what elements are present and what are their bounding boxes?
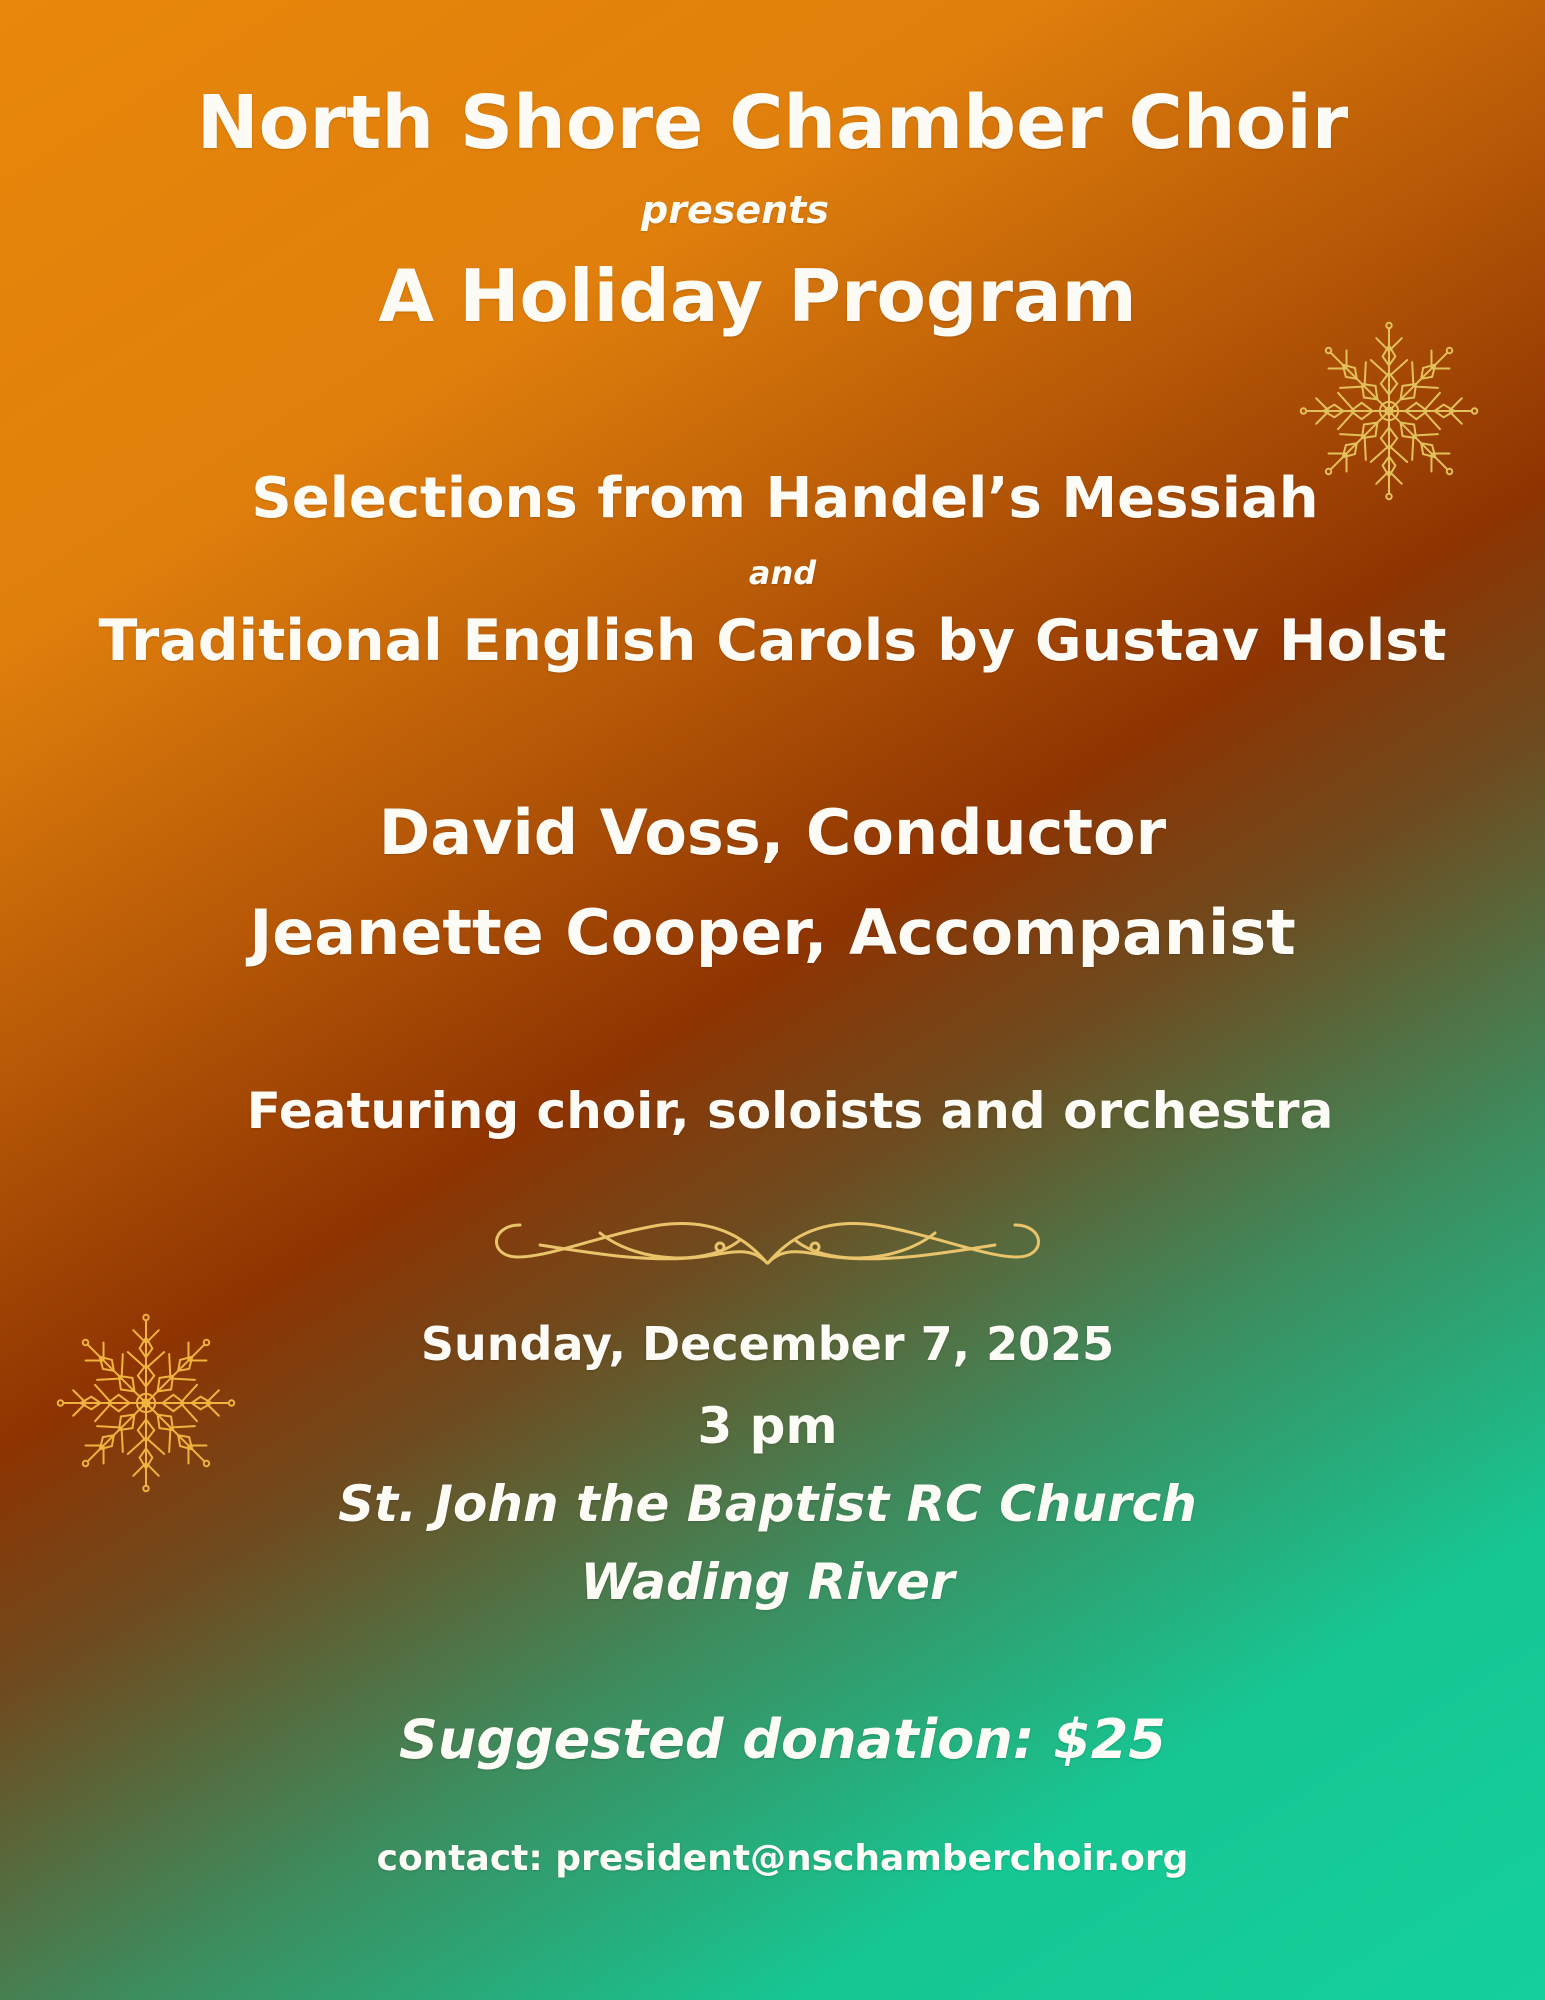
snowflake-icon xyxy=(55,1312,237,1494)
event-time: 3 pm xyxy=(697,1397,838,1455)
presents-text: presents xyxy=(641,188,829,232)
choir-title: North Shore Chamber Choir xyxy=(196,80,1349,166)
event-town: Wading River xyxy=(580,1553,955,1611)
event-venue: St. John the Baptist RC Church xyxy=(338,1475,1197,1533)
conjunction-text: and xyxy=(748,554,817,592)
carols-selection: Traditional English Carols by Gustav Holst xyxy=(98,608,1447,674)
event-date: Sunday, December 7, 2025 xyxy=(420,1317,1115,1371)
accompanist-credit: Jeanette Cooper, Accompanist xyxy=(249,896,1296,969)
program-title: A Holiday Program xyxy=(378,254,1137,338)
conductor-credit: David Voss, Conductor xyxy=(378,796,1167,869)
scroll-flourish-icon xyxy=(480,1205,1055,1275)
donation-text: Suggested donation: $25 xyxy=(399,1708,1166,1771)
featuring-text: Featuring choir, soloists and orchestra xyxy=(246,1082,1334,1140)
contact-email[interactable]: contact: president@nschamberchoir.org xyxy=(376,1838,1189,1879)
messiah-selection: Selections from Handel’s Messiah xyxy=(251,466,1319,531)
